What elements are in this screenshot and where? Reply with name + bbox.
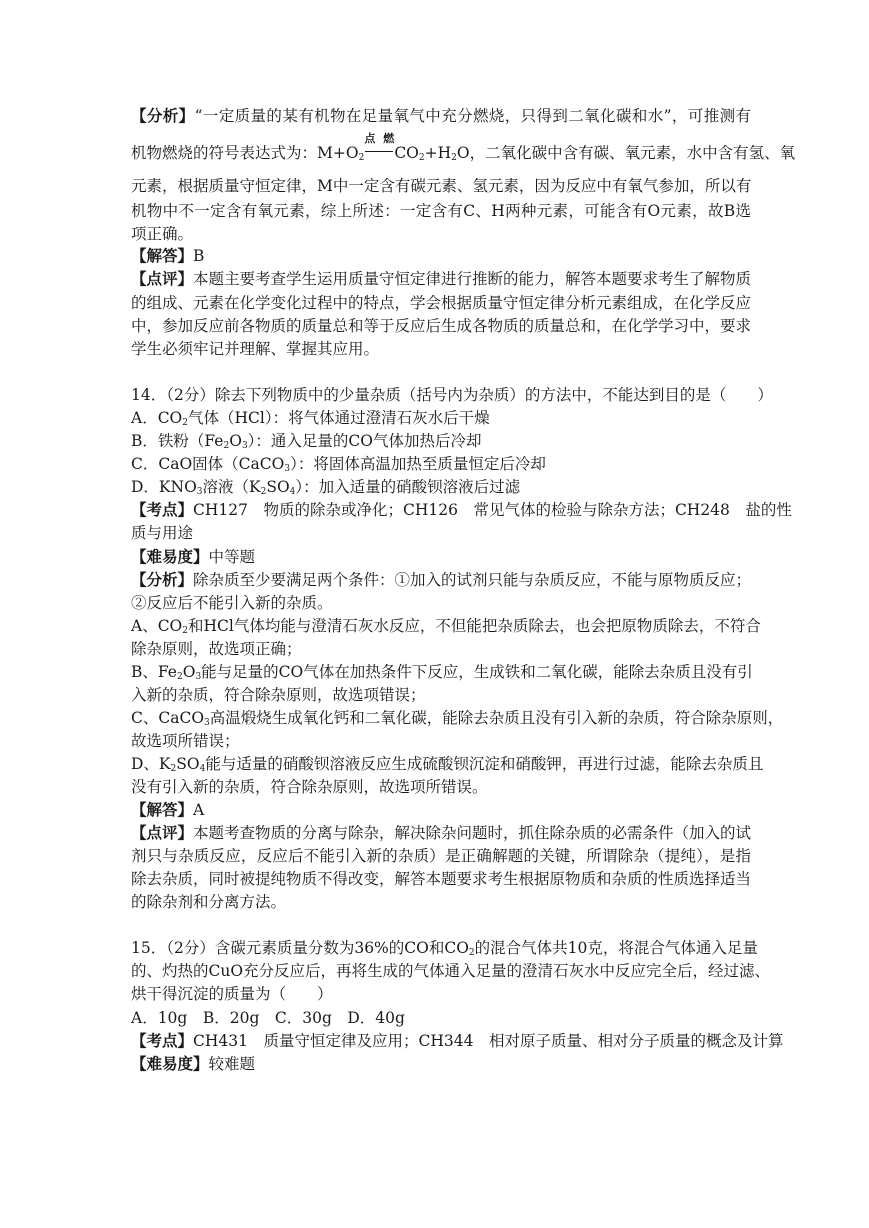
q15-stem-line: 15．（2分）含碳元素质量分数为36%的CO和$CO_2$的混合气体共10克，将混合气体通入足量 [131, 939, 758, 958]
q13-comment-line: 学生必须牢记并理解、掌握其应用。 [131, 340, 380, 358]
q14-stem: 14．（2分）除去下列物质中的少量杂质（括号内为杂质）的方法中，不能达到目的是（ ） [131, 386, 773, 404]
reaction-arrow [364, 132, 395, 163]
q14-analysis-b: 入新的杂质，符合除杂原则，故选项错误； [131, 686, 426, 704]
answer-value: B [193, 247, 205, 265]
reaction-condition: 点燃 [364, 132, 395, 145]
q14-option-d: D．$KNO_3$溶液$(K_2SO_4)$：加入适量的硝酸钡溶液后过滤 [131, 478, 521, 497]
q13-comment-line: 的组成、元素在化学变化过程中的特点，学会根据质量守恒定律分析元素组成，在化学反应 [131, 294, 752, 312]
difficulty-value: 中等题 [208, 548, 256, 566]
q14-comment-line: 的除杂剂和分离方法。 [131, 893, 287, 911]
q14-analysis-line: 【分析】除杂质至少要满足两个条件：①加入的试剂只能与杂质反应，不能与原物质反应； [131, 570, 752, 589]
answer-label: 【解答】 [131, 800, 194, 819]
q13-analysis-line: 机物燃烧的符号表达式为：$M+O_2$ 点燃 $CO_2+H_2O$，二氧化碳中含有碳、氧元素，水中含有氢、氧 [131, 132, 796, 163]
q15-options: A．10g B．20g C．30g D．40g [131, 1009, 405, 1027]
q14-analysis-d: D、$K_2SO_4$能与适量的硝酸钡溶液反应生成硫酸钡沉淀和硝酸钾，再进行过滤，能除去杂质且 [131, 755, 764, 774]
q13-analysis-line: 机物中不一定含有氧元素，综上所述：一定含有C、H两种元素，可能含有O元素，故B选 [131, 202, 751, 220]
knowledge-label: 【考点】 [131, 1031, 194, 1050]
q14-knowledge-line: 【考点】CH127 物质的除杂或净化；CH126 常见气体的检验与除杂方法；CH248 盐的性 [131, 500, 792, 519]
difficulty-label: 【难易度】 [131, 547, 209, 566]
q13-analysis-line: 元素，根据质量守恒定律，M中一定含有碳元素、氢元素，因为反应中有氧气参加，所以有 [131, 177, 752, 195]
q14-knowledge-line: 质与用途 [131, 524, 194, 542]
q13-answer [131, 246, 751, 266]
q15-stem-line: 的、灼热的CuO充分反应后，再将生成的气体通入足量的澄清石灰水中反应完全后，经过滤、 [131, 962, 771, 980]
q14-analysis-a: A、$CO_2$和HCl气体均能与澄清石灰水反应，不但能把杂质除去，也会把原物质除去，不符合 [131, 617, 761, 636]
analysis-label: 【分析】 [131, 570, 194, 589]
q14-analysis-line: ②反应后不能引入新的杂质。 [131, 594, 333, 612]
q14-comment-line: 除去杂质，同时被提纯物质不得改变，解答本题要求考生根据原物质和杂质的性质选择适当 [131, 870, 752, 888]
q13-comment-line: 【点评】本题主要考查学生运用质量守恒定律进行推断的能力，解答本题要求考生了解物质 [131, 269, 752, 288]
knowledge-label: 【考点】 [131, 500, 194, 519]
q13-analysis-line: 【分析】“一定质量的某有机物在足量氧气中充分燃烧，只得到二氧化碳和水”，可推测有 [131, 106, 751, 125]
q14-comment-line: 剂只与杂质反应，反应后不能引入新的杂质）是正确解题的关键，所谓除杂（提纯），是指 [131, 847, 751, 865]
q15-knowledge-line: 【考点】CH431 质量守恒定律及应用；CH344 相对原子质量、相对分子质量的概念及计算 [131, 1031, 784, 1050]
q14-analysis-b: B、$Fe_2O_3$能与足量的CO气体在加热条件下反应，生成铁和二氧化碳，能除去杂质且没有引 [131, 663, 753, 682]
q15-stem-line: 烘干得沉淀的质量为（ ） [131, 985, 333, 1003]
q13-comment-line: 中，参加反应前各物质的质量总和等于反应后生成各物质的质量总和，在化学学习中，要求 [131, 317, 752, 335]
q15-difficulty [131, 1054, 751, 1074]
comment-label: 【点评】 [131, 823, 194, 842]
q14-analysis-c: C、CaCO$_3$高温煅烧生成氧化钙和二氧化碳，能除去杂质且没有引入新的杂质，符合除杂原则， [131, 709, 784, 728]
difficulty-value: 较难题 [208, 1055, 256, 1073]
q14-analysis-a: 除杂原则，故选项正确； [131, 640, 302, 658]
q14-analysis-c: 故选项所错误； [131, 732, 240, 750]
q14-difficulty [131, 547, 751, 567]
q14-option-c: C．CaO固体（CaCO$_3$）：将固体高温加热至质量恒定后冷却 [131, 455, 546, 474]
comment-label: 【点评】 [131, 269, 194, 288]
arrow-line [365, 151, 393, 152]
difficulty-label: 【难易度】 [131, 1054, 209, 1073]
q14-option-b: B．铁粉$(Fe_2O_3)$：通入足量的CO气体加热后冷却 [131, 432, 482, 451]
q14-option-a: A．$CO_2$气体（HCl）：将气体通过澄清石灰水后干燥 [131, 409, 490, 428]
q14-comment-line: 【点评】本题考查物质的分离与除杂，解决除杂问题时，抓住除杂质的必需条件（加入的试 [131, 823, 752, 842]
answer-label: 【解答】 [131, 246, 194, 265]
answer-value: A [193, 801, 205, 819]
analysis-label: 【分析】 [131, 106, 195, 125]
q14-analysis-d: 没有引入新的杂质，符合除杂原则，故选项所错误。 [131, 778, 488, 796]
q13-analysis-line: 项正确。 [131, 225, 194, 243]
q14-answer [131, 800, 751, 820]
